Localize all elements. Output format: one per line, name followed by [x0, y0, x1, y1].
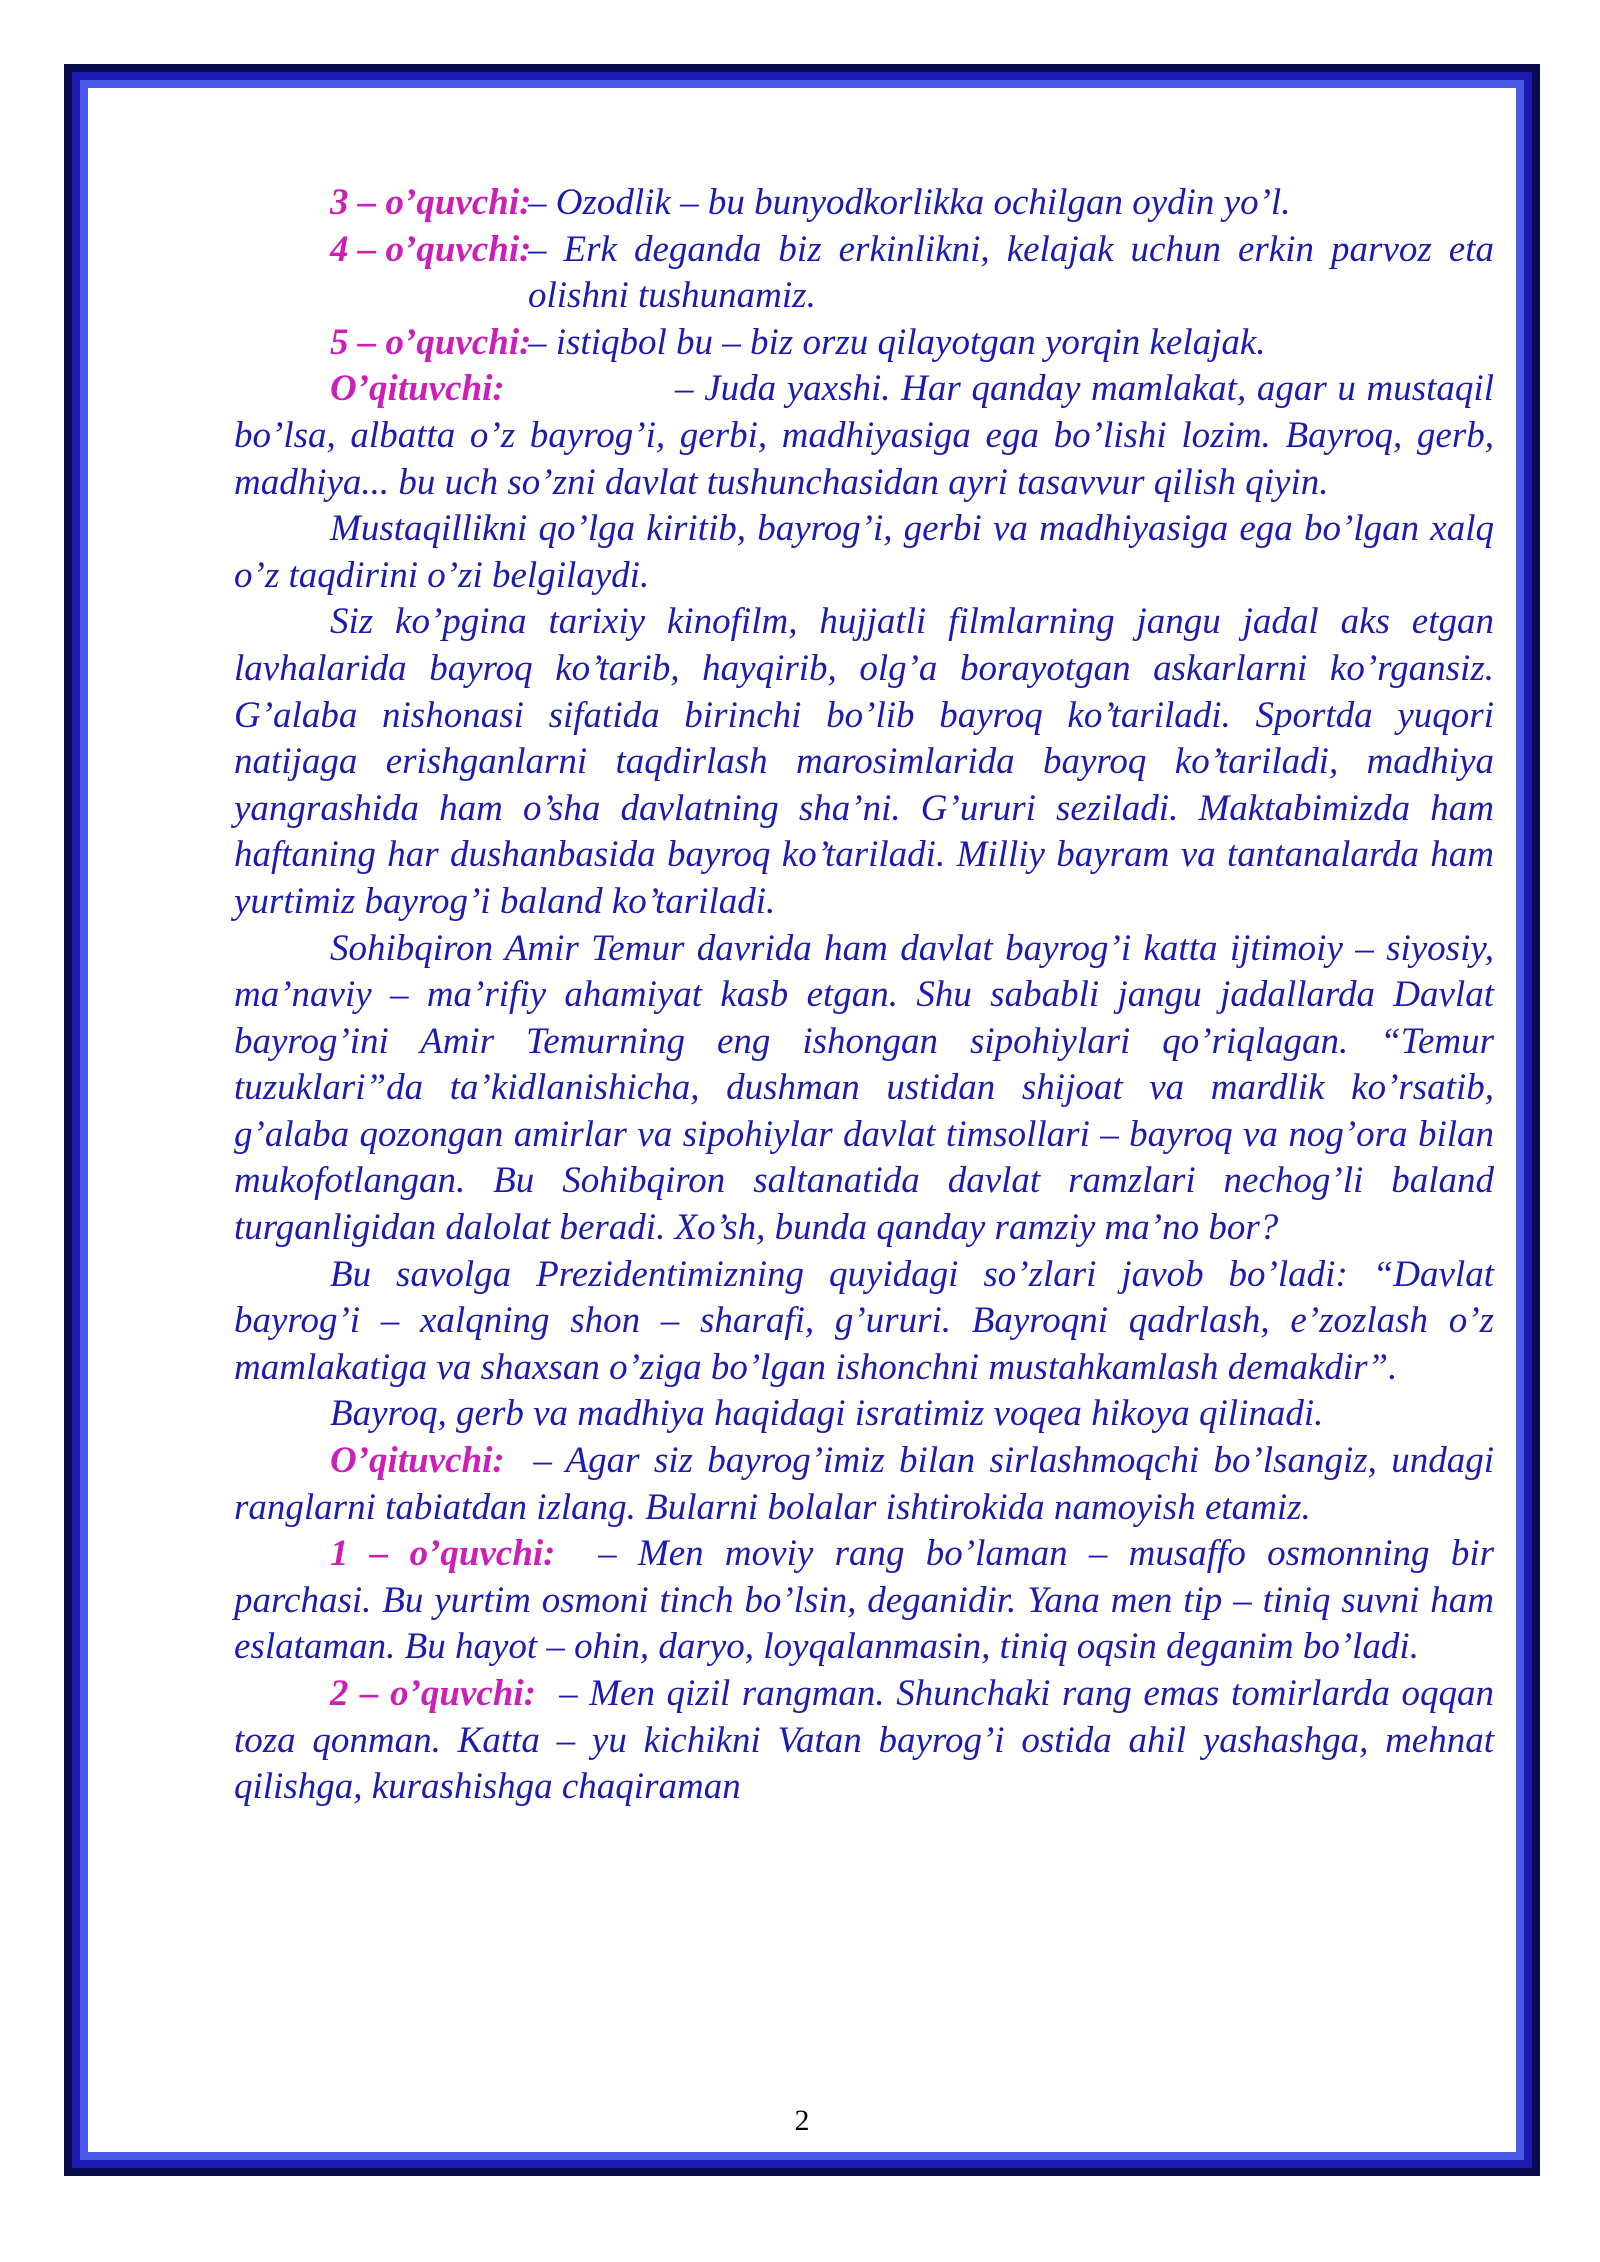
page-border-inner — [80, 80, 1524, 2160]
dialog-text: – Erk deganda biz erkinlikni, kelajak uchun erkin parvoz eta olishni tushunamiz. — [528, 228, 1494, 317]
body-paragraph: Bayroq, gerb va madhiya haqidagi isratimiz voqea hikoya qilinadi. — [330, 1393, 1324, 1435]
speaker-label: 1 – o’quvchi: — [330, 1533, 556, 1575]
dialog-text: – Ozodlik – bu bunyodkorlikka ochilgan oydin yo’l. — [528, 182, 1291, 223]
student-2-paragraph — [234, 1671, 1494, 1811]
dialog-text: – Men qizil rangman. Shunchaki rang emas tomirlarda oqqan toza qonman. Katta – yu kichikni Vatan bayrog’i ostida ahil yashashga, mehnat qilishga, kurashishga chaqiraman — [234, 1673, 1494, 1808]
speaker-label: 2 – o’quvchi: — [330, 1673, 537, 1714]
teacher-intro-paragraph — [234, 366, 1494, 506]
speaker-label: 5 – o’quvchi: — [330, 321, 532, 363]
page-number: 2 — [794, 2104, 810, 2137]
student-1-paragraph — [234, 1531, 1494, 1671]
body-paragraph: Sohibqiron Amir Temur davrida ham davlat bayrog’i katta ijtimoiy – siyosiy, ma’naviy – ma’rifiy ahamiyat kasb etgan. Shu sababli jangu jadallarda Davlat bayrog’ini Amir Temurning eng ishongan sipohiylari qo’riqlagan. “Temur tuzuklari”da ta’kidlanishicha, dushman ustidan shijoat va mardlik ko’rsatib, g’alaba qozongan amirlar va sipohiylar davlat timsollari – bayroq va nog’ora bilan mukofotlangan. Bu Sohibqiron saltanatida davlat ramzlari nechog’li baland turganligidan dalolat beradi. Xo’sh, bunda qanday ramziy ma’no bor? — [234, 927, 1494, 1249]
speaker-label: O’qituvchi: — [330, 1440, 505, 1482]
dialog-line-student-5 — [234, 320, 1494, 367]
document-body — [234, 180, 1494, 1811]
dialog-text: – istiqbol bu – biz orzu qilayotgan yorqin kelajak. — [528, 321, 1266, 363]
page — [88, 88, 1516, 2152]
speaker-label: 3 – o’quvchi: — [330, 182, 532, 223]
body-paragraph: Siz ko’pgina tarixiy kinofilm, hujjatli filmlarning jangu jadal aks etgan lavhalarida bayroq ko’tarib, hayqirib, olg’a borayotgan askarlarni ko’rgansiz. G’alaba nishonasi sifatida birinchi bo’lib bayroq ko’tariladi. Sportda yuqori natijaga erishganlarni taqdirlash marosimlarida bayroq ko’tariladi, madhiya yangrashida ham o’sha davlatning sha’ni. G’ururi seziladi. Maktabimizda ham haftaning har dushanbasida bayroq ko’tariladi. Milliy bayram va tantanalarda ham yurtimiz bayrog’i baland ko’tariladi. — [234, 601, 1494, 922]
dialog-line-student-3 — [234, 180, 1494, 227]
dialog-text: – Men moviy rang bo’laman – musaffo osmonning bir parchasi. Bu yurtim osmoni tinch bo’lsin, deganidir. Yana men tip – tiniq suvni ham eslataman. Bu hayot – ohin, daryo, loyqalanmasin, tiniq oqsin deganim bo’ladi. — [234, 1533, 1494, 1668]
speaker-label: O’qituvchi: — [330, 368, 505, 410]
dialog-text: – Juda yaxshi. Har qanday mamlakat, agar u mustaqil bo’lsa, albatta o’z bayrog’i, gerbi, madhiyasiga ega bo’lishi lozim. Bayroq, gerb, madhiya... bu uch so’zni davlat tushunchasidan ayri tasavvur qilish qiyin. — [234, 368, 1494, 503]
page-border-middle — [72, 72, 1532, 2168]
page-border-outer — [64, 64, 1540, 2176]
speaker-label: 4 – o’quvchi: — [330, 228, 532, 270]
dialog-text: – Agar siz bayrog’imiz bilan sirlashmoqchi bo’lsangiz, undagi ranglarni tabiatdan izlang. Bularni bolalar ishtirokida namoyish etamiz. — [234, 1440, 1495, 1528]
teacher-closing-paragraph — [234, 1438, 1494, 1531]
body-paragraph: Mustaqillikni qo’lga kiritib, bayrog’i, gerbi va madhiyasiga ega bo’lgan xalq o’z taqdirini o’zi belgilaydi. — [234, 508, 1494, 596]
body-paragraph: Bu savolga Prezidentimizning quyidagi so’zlari javob bo’ladi: “Davlat bayrog’i – xalqning shon – sharafi, g’ururi. Bayroqni qadrlash, e’zozlash o’z mamlakatiga va shaxsan o’ziga bo’lgan ishonchni mustahkamlash demakdir”. — [234, 1253, 1494, 1388]
dialog-line-student-4 — [234, 227, 1494, 320]
